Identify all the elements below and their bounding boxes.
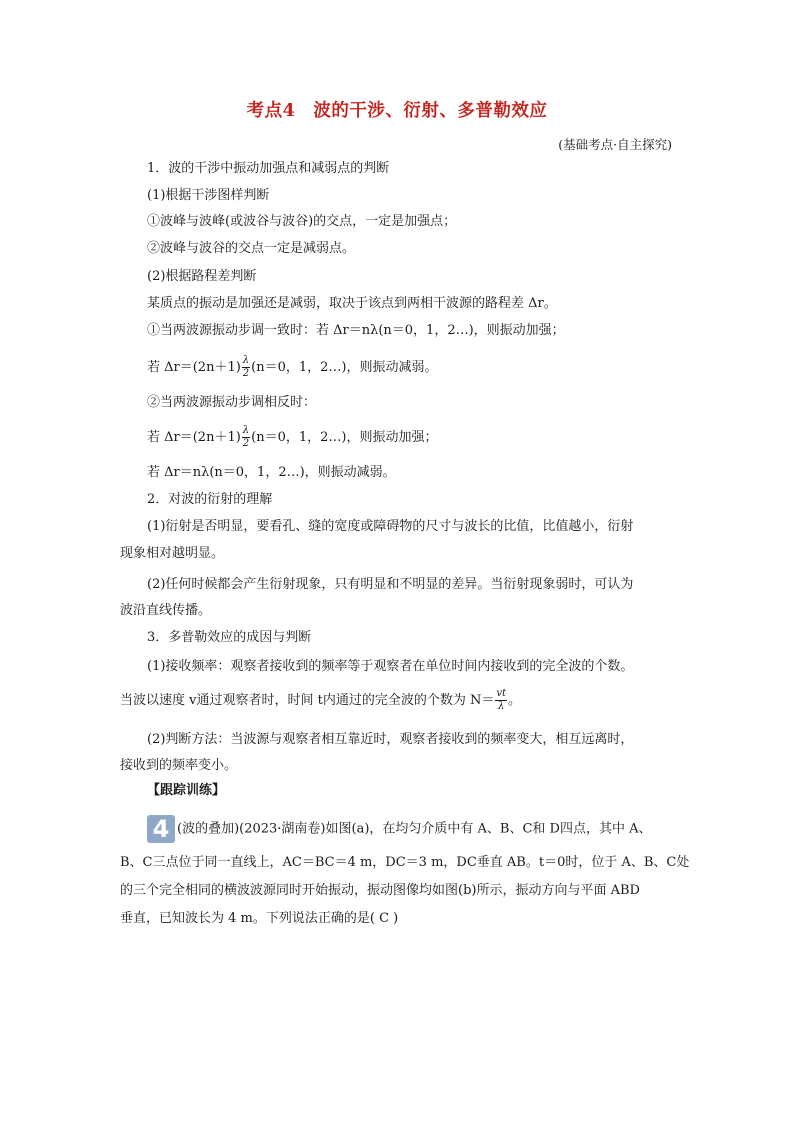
section-1-para-2: ②波峰与波谷的交点一定是减弱点。	[147, 241, 356, 256]
question-number-badge: 4	[147, 815, 175, 843]
section-3-para-2	[120, 688, 521, 713]
section-1-para-3: 某质点的振动是加强还是减弱，取决于该点到两相干波源的路程差 Δr。	[147, 296, 557, 311]
section-3-para-1: (1)接收频率：观察者接收到的频率等于观察者在单位时间内接收到的完全波的个数。	[147, 659, 634, 674]
formula-suffix: (n＝0，1，2…)，则振动加强；	[251, 430, 438, 445]
fraction-denominator: λ	[498, 701, 505, 712]
fraction	[495, 688, 507, 713]
fraction-numerator: λ	[242, 355, 250, 366]
section-2-para-2a: (2)任何时候都会产生衍射现象，只有明显和不明显的差异。当衍射现象弱时，可认为	[147, 577, 634, 592]
section-1-para-7	[147, 425, 437, 450]
formula-suffix: (n＝0，1，2…)，则振动减弱。	[251, 360, 438, 375]
section-3-heading: 3．多普勒效应的成因与判断	[147, 630, 312, 645]
fraction	[242, 425, 250, 450]
section-1-heading: 1．波的干涉中振动加强点和减弱点的判断	[147, 161, 390, 176]
section-2-heading: 2．对波的衍射的理解	[147, 492, 273, 507]
section-2-para-2b: 波沿直线传播。	[120, 603, 212, 618]
practice-label: 【跟踪训练】	[147, 783, 226, 798]
section-1-sub-1: (1)根据干涉图样判断	[147, 188, 270, 203]
fraction-denominator: 2	[242, 438, 250, 449]
section-1-para-1: ①波峰与波峰(或波谷与波谷)的交点，一定是加强点；	[147, 214, 457, 229]
question-text: (波的叠加)(2023·湖南卷)如图(a)，在均匀介质中有 A、B、C和 D四点，其中 A、	[177, 821, 652, 837]
formula-suffix: 。	[508, 693, 522, 708]
fraction-numerator: λ	[242, 425, 250, 436]
page-title: 考点4 波的干涉、衍射、多普勒效应	[246, 101, 548, 121]
section-2-para-1a: (1)衍射是否明显，要看孔、缝的宽度或障碍物的尺寸与波长的比值，比值越小，衍射	[147, 519, 634, 534]
section-1-para-4: ①当两波源振动步调一致时：若 Δr＝nλ(n＝0，1，2…)，则振动加强；	[147, 323, 565, 338]
section-3-para-3b: 接收到的频率变小。	[120, 758, 238, 773]
section-2-para-1b: 现象相对越明显。	[120, 546, 225, 561]
formula-prefix: 当波以速度 v通过观察者时，时间 t内通过的完全波的个数为 N＝	[120, 693, 495, 708]
formula-prefix: 若 Δr＝(2n＋1)	[147, 360, 241, 375]
section-1-para-5	[147, 355, 437, 380]
section-1-sub-2: (2)根据路程差判断	[147, 269, 257, 284]
fraction-denominator: 2	[242, 368, 250, 379]
section-3-para-3a: (2)判断方法：当波源与观察者相互靠近时，观察者接收到的频率变大，相互远离时，	[147, 732, 634, 747]
fraction-numerator: vt	[496, 688, 507, 699]
section-1-para-8: 若 Δr＝nλ(n＝0，1，2…)，则振动减弱。	[147, 465, 396, 480]
question-line-3: 的三个完全相同的横波波源同时开始振动，振动图像均如图(b)所示，振动方向与平面 ABD	[120, 883, 640, 898]
question-line-2: B、C三点位于同一直线上，AC＝BC＝4 m，DC＝3 m，DC垂直 AB。t＝0时，位于 A、B、C处	[120, 855, 690, 870]
page-subtitle: (基础考点·自主探究)	[558, 137, 672, 152]
question-line-1	[147, 815, 652, 843]
fraction	[242, 355, 250, 380]
formula-prefix: 若 Δr＝(2n＋1)	[147, 430, 241, 445]
question-line-4: 垂直，已知波长为 4 m。下列说法正确的是( C )	[120, 911, 399, 926]
section-1-para-6: ②当两波源振动步调相反时：	[147, 395, 317, 410]
